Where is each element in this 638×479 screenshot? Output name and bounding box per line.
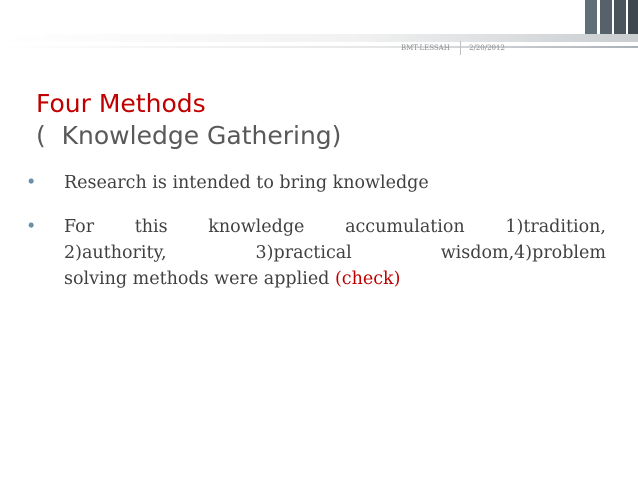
bullet-text-line: [64, 214, 606, 240]
check-note: (check): [334, 269, 401, 289]
word: 1)tradition,: [505, 217, 606, 237]
word: knowledge: [208, 217, 305, 237]
footer-organization: BMT-LESSAH: [401, 44, 450, 52]
bullet-item: [26, 214, 606, 292]
word: 2)authority,: [64, 243, 167, 263]
bullet-text: solving methods were applied: [64, 269, 335, 289]
word: For: [64, 217, 95, 237]
word: 3)practical: [255, 243, 352, 263]
word: wisdom,4)problem: [440, 243, 606, 263]
footer-divider: [460, 41, 461, 55]
header-band: [0, 34, 638, 42]
decorative-bar: [585, 0, 597, 34]
decorative-bar: [628, 0, 638, 34]
slide-title: [36, 88, 341, 152]
word: accumulation: [345, 217, 465, 237]
title-line-2: ( Knowledge Gathering): [36, 121, 342, 150]
header-rule: [0, 46, 638, 48]
bullet-marker: •: [26, 217, 37, 237]
footer-date: 2/20/2012: [469, 44, 505, 52]
decorative-bar: [614, 0, 626, 34]
bullet-list: [26, 170, 606, 310]
bullet-marker: •: [26, 173, 37, 193]
decorative-bar: [600, 0, 612, 34]
bullet-text-line: [64, 266, 606, 292]
bullet-item: [26, 170, 606, 196]
bullet-text: Research is intended to bring knowledge: [64, 173, 429, 193]
bullet-text-line: [64, 240, 606, 266]
word: this: [134, 217, 168, 237]
title-line-1: Four Methods: [36, 89, 206, 118]
